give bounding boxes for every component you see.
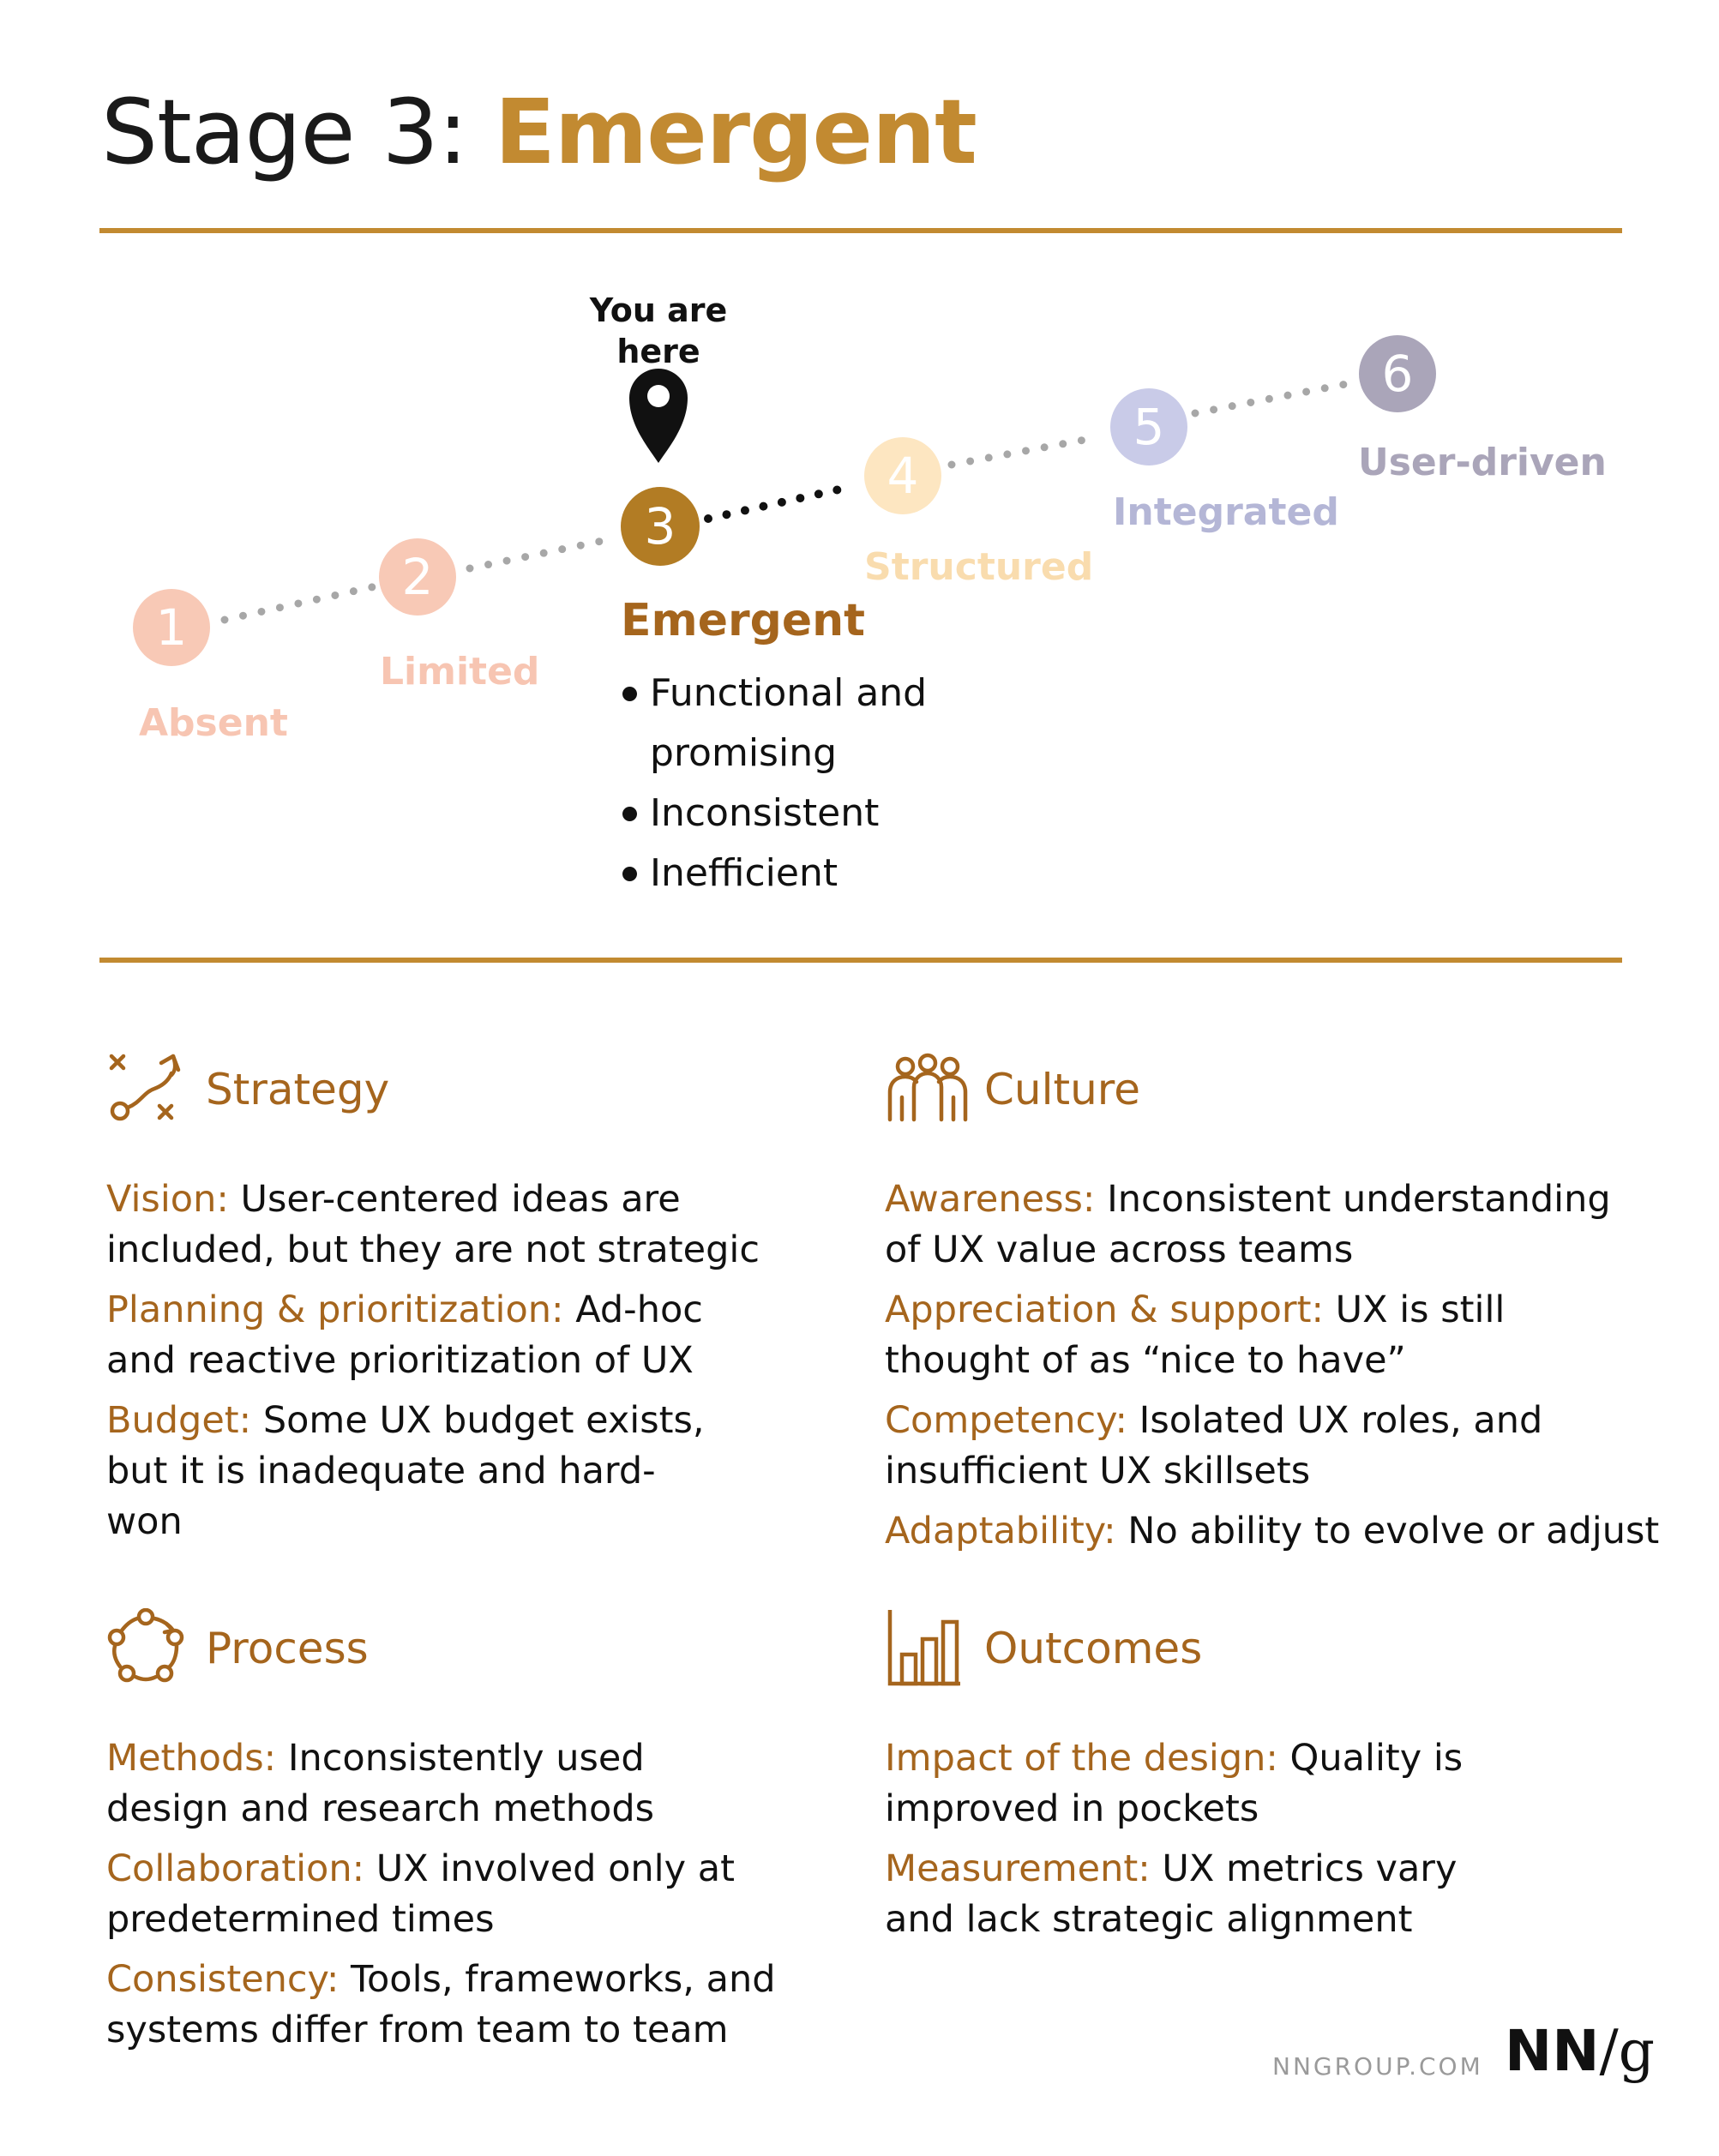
item-value: UX metrics vary and lack strategic alignment — [885, 1847, 1458, 1941]
process-title: Process — [206, 1624, 369, 1673]
process-item-consistency — [106, 1955, 792, 2056]
item-key: Awareness: — [885, 1178, 1096, 1221]
step-label-structured: Structured — [864, 545, 1094, 589]
step-label-user-driven: User-driven — [1358, 441, 1607, 484]
culture-items — [885, 1174, 1699, 1557]
process-cycle-icon — [106, 1608, 185, 1687]
people-group-icon — [885, 1049, 971, 1128]
title-stage: Stage 3: — [101, 80, 467, 184]
item-key: Impact of the design: — [885, 1737, 1278, 1780]
item-value: Quality is improved in pockets — [885, 1737, 1464, 1830]
culture-item-appreciation — [885, 1285, 1536, 1386]
process-item-methods — [106, 1733, 724, 1835]
item-key: Measurement: — [885, 1847, 1151, 1890]
you-are-here-label — [573, 290, 744, 372]
connector-4-5 — [952, 438, 1094, 465]
process-items — [106, 1733, 844, 2056]
item-value: Isolated UX roles, and insufficient UX skillsets — [885, 1399, 1543, 1492]
item-key: Competency: — [885, 1399, 1127, 1442]
bar-chart-icon — [885, 1608, 964, 1687]
item-key: Adaptability: — [885, 1510, 1116, 1552]
culture-item-competency — [885, 1396, 1571, 1497]
strategy-item-budget — [106, 1396, 724, 1547]
trait-item: Inefficient — [621, 844, 1010, 904]
item-key: Methods: — [106, 1737, 277, 1780]
outcomes-item-measurement — [885, 1844, 1502, 1945]
culture-title: Culture — [984, 1065, 1141, 1114]
item-key: Appreciation & support: — [885, 1288, 1324, 1331]
process-section — [106, 1608, 844, 2065]
strategy-play-icon — [106, 1049, 185, 1128]
item-key: Consistency: — [106, 1958, 340, 2001]
item-value: No ability to evolve or adjust — [1127, 1510, 1660, 1552]
culture-item-adaptability — [885, 1506, 1699, 1557]
location-pin-icon — [629, 369, 688, 463]
item-key: Planning & prioritization: — [106, 1288, 564, 1331]
process-item-collaboration — [106, 1844, 758, 1945]
outcomes-section — [885, 1608, 1656, 1955]
title-stage-name: Emergent — [494, 80, 977, 184]
step-label-limited: Limited — [380, 650, 540, 694]
connector-1-2 — [225, 586, 376, 620]
item-key: Collaboration: — [106, 1847, 365, 1890]
you-are-here-line2: here — [616, 333, 700, 370]
item-value: User-centered ideas are included, but they are not strategic — [106, 1178, 760, 1271]
step-number-5: 5 — [1133, 398, 1165, 456]
strategy-section — [106, 1049, 844, 1557]
outcomes-title: Outcomes — [984, 1624, 1203, 1673]
step-label-integrated: Integrated — [1113, 490, 1339, 534]
step-number-1: 1 — [155, 598, 188, 657]
logo-slash: /g — [1599, 2018, 1655, 2084]
strategy-title: Strategy — [206, 1065, 390, 1114]
item-key: Vision: — [106, 1178, 229, 1221]
middle-divider — [99, 958, 1622, 963]
you-are-here-line1: You are — [589, 291, 728, 329]
trait-item: Functional and promising — [621, 664, 1010, 784]
item-value: UX is still thought of as “nice to have” — [885, 1288, 1506, 1382]
strategy-items — [106, 1174, 844, 1547]
item-value: Ad-hoc and reactive prioritization of UX — [106, 1288, 703, 1382]
connector-2-3 — [470, 539, 610, 568]
culture-section — [885, 1049, 1699, 1566]
current-stage-traits — [621, 664, 1010, 904]
step-number-2: 2 — [401, 548, 434, 606]
outcomes-items — [885, 1733, 1656, 1945]
step-label-absent: Absent — [139, 701, 288, 745]
logo-bold: NN — [1505, 2018, 1600, 2084]
footer-url: NNGROUP.COM — [1272, 2052, 1483, 2081]
item-key: Budget: — [106, 1399, 252, 1442]
culture-item-awareness — [885, 1174, 1631, 1276]
outcomes-item-impact — [885, 1733, 1502, 1835]
item-value: Inconsistently used design and research methods — [106, 1737, 655, 1830]
item-value: Some UX budget exists, but it is inadequate and hard-won — [106, 1399, 705, 1543]
strategy-item-planning — [106, 1285, 724, 1386]
item-value: Tools, frameworks, and systems differ from team to team — [106, 1958, 776, 2051]
nng-logo — [1505, 2018, 1655, 2084]
item-value: UX involved only at predetermined times — [106, 1847, 735, 1941]
strategy-item-vision — [106, 1174, 844, 1276]
step-number-4: 4 — [887, 447, 919, 505]
trait-item: Inconsistent — [621, 784, 1010, 844]
item-value: Inconsistent understanding of UX value across teams — [885, 1178, 1611, 1271]
connector-5-6 — [1195, 384, 1346, 413]
connector-3-4 — [708, 487, 850, 519]
current-stage-name: Emergent — [621, 595, 865, 646]
step-number-3: 3 — [644, 497, 676, 556]
step-number-6: 6 — [1381, 345, 1414, 403]
